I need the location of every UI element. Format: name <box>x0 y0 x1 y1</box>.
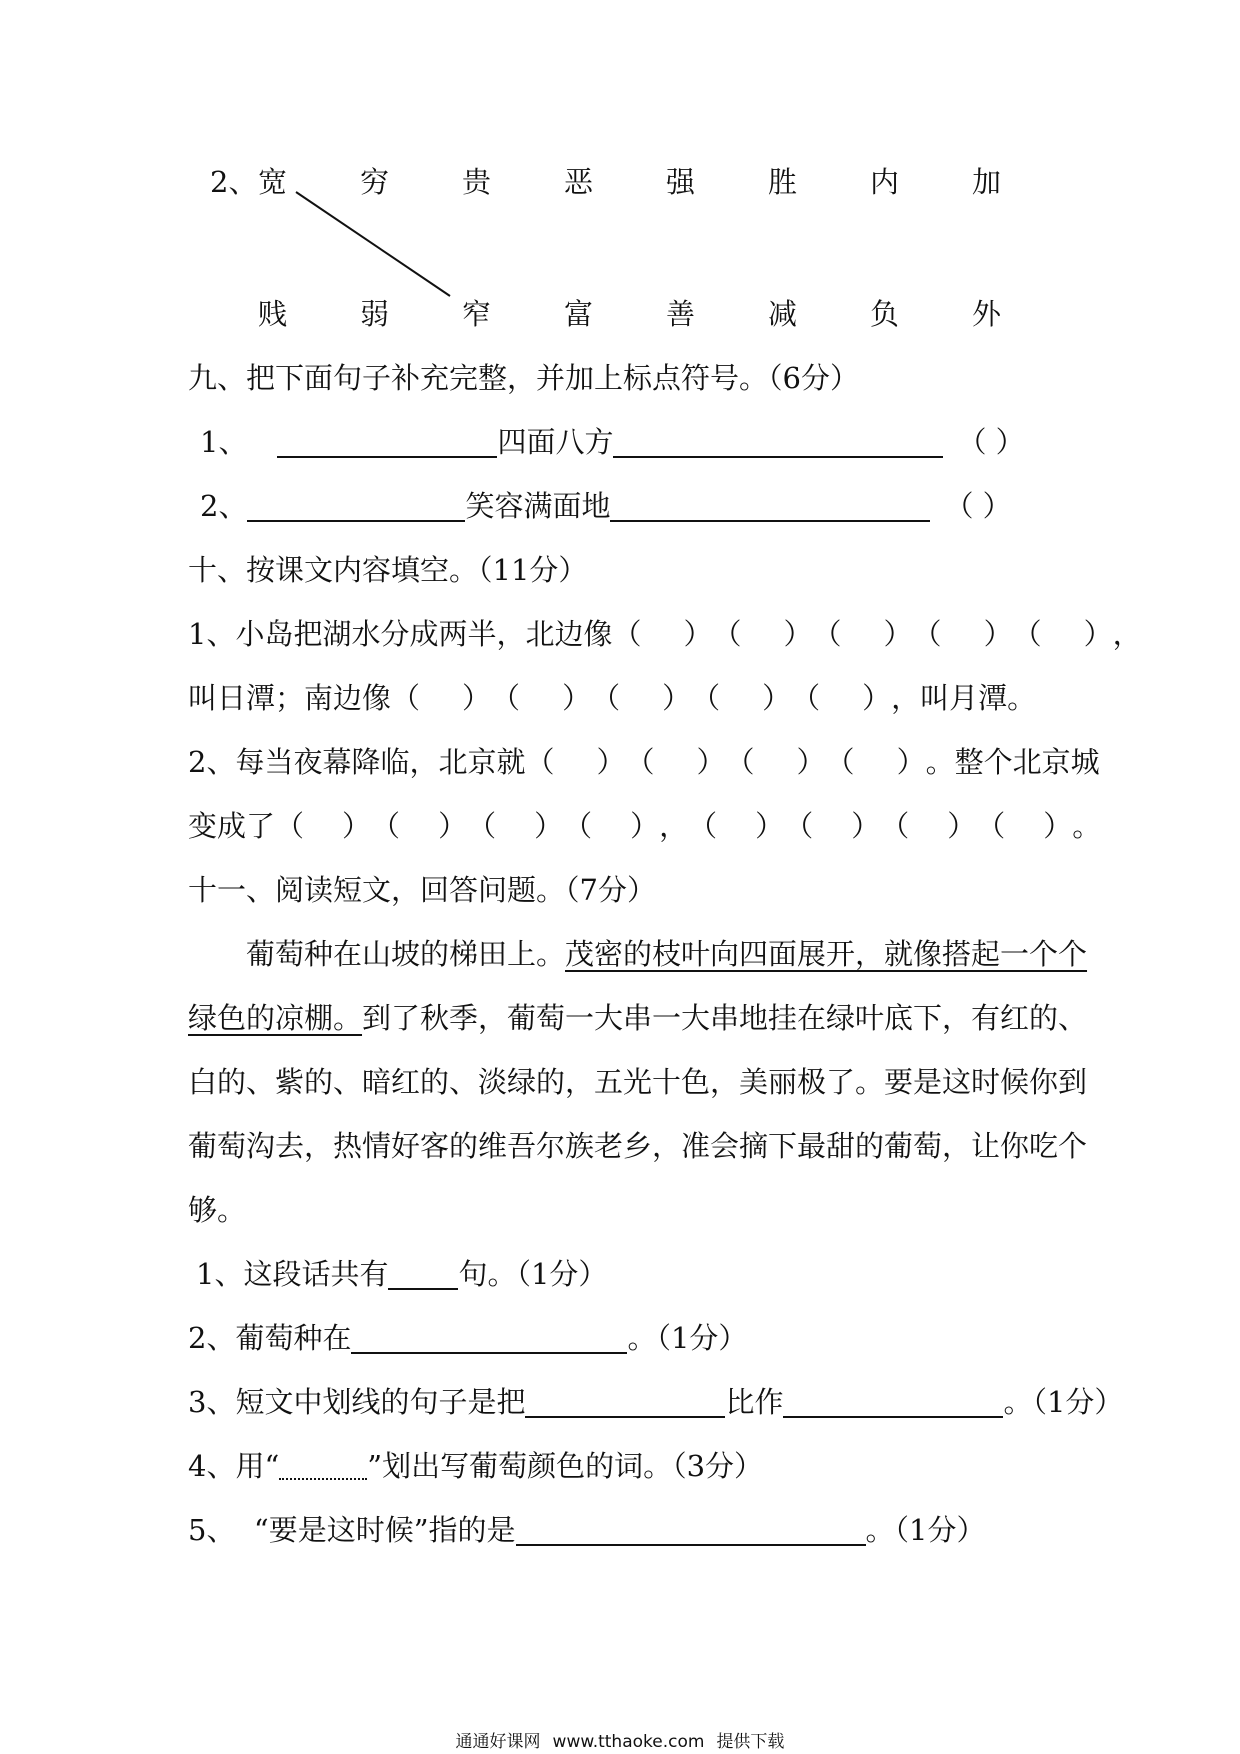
answer-blank[interactable] <box>783 1386 1003 1418</box>
q11-sub-3 <box>188 1382 1123 1422</box>
q9-item-num: 2、 <box>200 489 248 523</box>
answer-blank[interactable] <box>388 1258 458 1290</box>
fill-paren[interactable]: （ ） <box>563 809 660 843</box>
q11-sub-5 <box>188 1510 986 1550</box>
q11-text: 。（1分） <box>1003 1385 1124 1419</box>
q10-text: 叫日潭；南边像 <box>188 681 392 715</box>
q8-bottom-word: 外 <box>972 297 1002 331</box>
q11-sub-2 <box>188 1318 747 1358</box>
fill-paren[interactable]: （ ） <box>784 809 881 843</box>
fill-paren[interactable]: （ ） <box>912 617 1013 651</box>
answer-blank[interactable] <box>525 1386 725 1418</box>
fill-paren[interactable]: （ ） <box>625 745 726 779</box>
q11-text: 1、这段话共有 <box>196 1257 389 1291</box>
q11-text: ”划出写葡萄颜色的词。（3分） <box>367 1449 764 1483</box>
q11-sub-1 <box>196 1254 607 1294</box>
q9-item-num: 1、 <box>200 425 248 459</box>
fill-paren[interactable]: （ ） <box>591 681 692 715</box>
q10-line-2 <box>188 678 1036 718</box>
fill-paren[interactable]: （ ） <box>1012 617 1113 651</box>
q11-text: 3、短文中划线的句子是把 <box>188 1385 526 1419</box>
q8-number: 2、 <box>210 165 258 199</box>
q9-title: 九、把下面句子补充完整，并加上标点符号。（6分） <box>188 361 859 395</box>
q11-text: 5、 “要是这时候”指的是 <box>188 1513 516 1547</box>
fill-paren[interactable]: （ ） <box>391 681 492 715</box>
q10-text: 。整个北京城 <box>925 745 1100 779</box>
answer-blank[interactable] <box>351 1322 627 1354</box>
q10-line-1 <box>188 614 1142 654</box>
answer-blank[interactable] <box>516 1514 866 1546</box>
q11-text: 4、用“ <box>188 1449 280 1483</box>
q10-text: ， <box>659 809 689 843</box>
passage-line: 够。 <box>188 1193 247 1227</box>
fill-paren[interactable]: （ ） <box>525 745 626 779</box>
q10-line-3 <box>188 742 1100 782</box>
q10-text: 2、每当夜幕降临，北京就 <box>188 745 526 779</box>
footer <box>0 1727 1240 1752</box>
q8-top-word: 加 <box>972 165 1002 199</box>
underlined-sentence: 茂密的枝叶向四面展开，就像搭起一个个 <box>565 937 1088 971</box>
q11-text: 。（1分） <box>865 1513 986 1547</box>
q11-sub-4 <box>188 1446 763 1486</box>
q10-title: 十、按课文内容填空。（11分） <box>188 553 588 587</box>
q11-text: 比作 <box>725 1385 784 1419</box>
q8-top-word: 穷 <box>360 165 390 199</box>
q9-item-1 <box>200 422 1025 462</box>
q8-bottom-word: 窄 <box>462 297 492 331</box>
footer-url[interactable]: www.tthaoke.com <box>552 1732 705 1752</box>
fill-paren[interactable]: （ ） <box>275 809 372 843</box>
fill-paren[interactable]: （ ） <box>725 745 826 779</box>
match-line <box>0 0 1240 400</box>
q10-text: 。 <box>1072 809 1102 843</box>
q9-item-text: 笑容满面地 <box>465 489 611 523</box>
q9-blank[interactable] <box>277 426 497 458</box>
q9-punct-paren[interactable]: （ ） <box>957 425 1025 459</box>
underlined-sentence: 绿色的凉棚。 <box>188 1001 363 1035</box>
fill-paren[interactable]: （ ） <box>880 809 977 843</box>
q8-top-word: 胜 <box>768 165 798 199</box>
footer-note: 提供下载 <box>716 1732 785 1752</box>
fill-paren[interactable]: （ ） <box>371 809 468 843</box>
q8-top-word: 贵 <box>462 165 492 199</box>
passage-line: 白的、紫的、暗红的、淡绿的，五光十色，美丽极了。要是这时候你到 <box>188 1065 1088 1099</box>
fill-paren[interactable]: （ ） <box>825 745 926 779</box>
fill-paren[interactable]: （ ） <box>976 809 1073 843</box>
fill-paren[interactable]: （ ） <box>791 681 892 715</box>
q9-blank[interactable] <box>610 490 930 522</box>
q8-top-word: 内 <box>870 165 900 199</box>
q9-item-2 <box>200 486 1012 526</box>
fill-paren[interactable]: （ ） <box>691 681 792 715</box>
q8-bottom-word: 善 <box>666 297 696 331</box>
passage-line <box>188 998 1087 1038</box>
q11-text: 句。（1分） <box>458 1257 608 1291</box>
q9-blank[interactable] <box>613 426 943 458</box>
fill-paren[interactable]: （ ） <box>491 681 592 715</box>
q8-bottom-word: 负 <box>870 297 900 331</box>
q11-text: 。（1分） <box>627 1321 748 1355</box>
q11-text: 2、葡萄种在 <box>188 1321 352 1355</box>
q10-text: ， <box>1112 617 1142 651</box>
fill-paren[interactable]: （ ） <box>812 617 913 651</box>
q9-punct-paren[interactable]: （ ） <box>944 489 1012 523</box>
q10-text: 1、小岛把湖水分成两半，北边像 <box>188 617 613 651</box>
passage-line <box>246 934 1087 974</box>
passage-line: 葡萄沟去，热情好客的维吾尔族老乡，准会摘下最甜的葡萄，让你吃个 <box>188 1129 1088 1163</box>
fill-paren[interactable]: （ ） <box>712 617 813 651</box>
q11-title: 十一、阅读短文，回答问题。（7分） <box>188 873 656 907</box>
q10-text: ，叫月潭。 <box>891 681 1037 715</box>
q8-top-word: 宽 <box>258 165 288 199</box>
q8-top-word: 强 <box>666 165 696 199</box>
fill-paren[interactable]: （ ） <box>612 617 713 651</box>
q8-top-word: 恶 <box>564 165 594 199</box>
q10-line-4 <box>188 806 1101 846</box>
fill-paren[interactable]: （ ） <box>688 809 785 843</box>
wavy-underline-sample <box>279 1452 367 1480</box>
q8-bottom-word: 弱 <box>360 297 390 331</box>
q9-blank[interactable] <box>247 490 465 522</box>
q8-bottom-word: 减 <box>768 297 798 331</box>
passage-text: 葡萄种在山坡的梯田上。 <box>246 937 566 971</box>
fill-paren[interactable]: （ ） <box>467 809 564 843</box>
q8-bottom-word: 富 <box>564 297 594 331</box>
footer-site: 通通好课网 <box>455 1732 541 1752</box>
q8-bottom-word: 贱 <box>258 297 288 331</box>
passage-text: 到了秋季，葡萄一大串一大串地挂在绿叶底下，有红的、 <box>362 1001 1088 1035</box>
q9-item-text: 四面八方 <box>497 425 614 459</box>
q10-text: 变成了 <box>188 809 276 843</box>
